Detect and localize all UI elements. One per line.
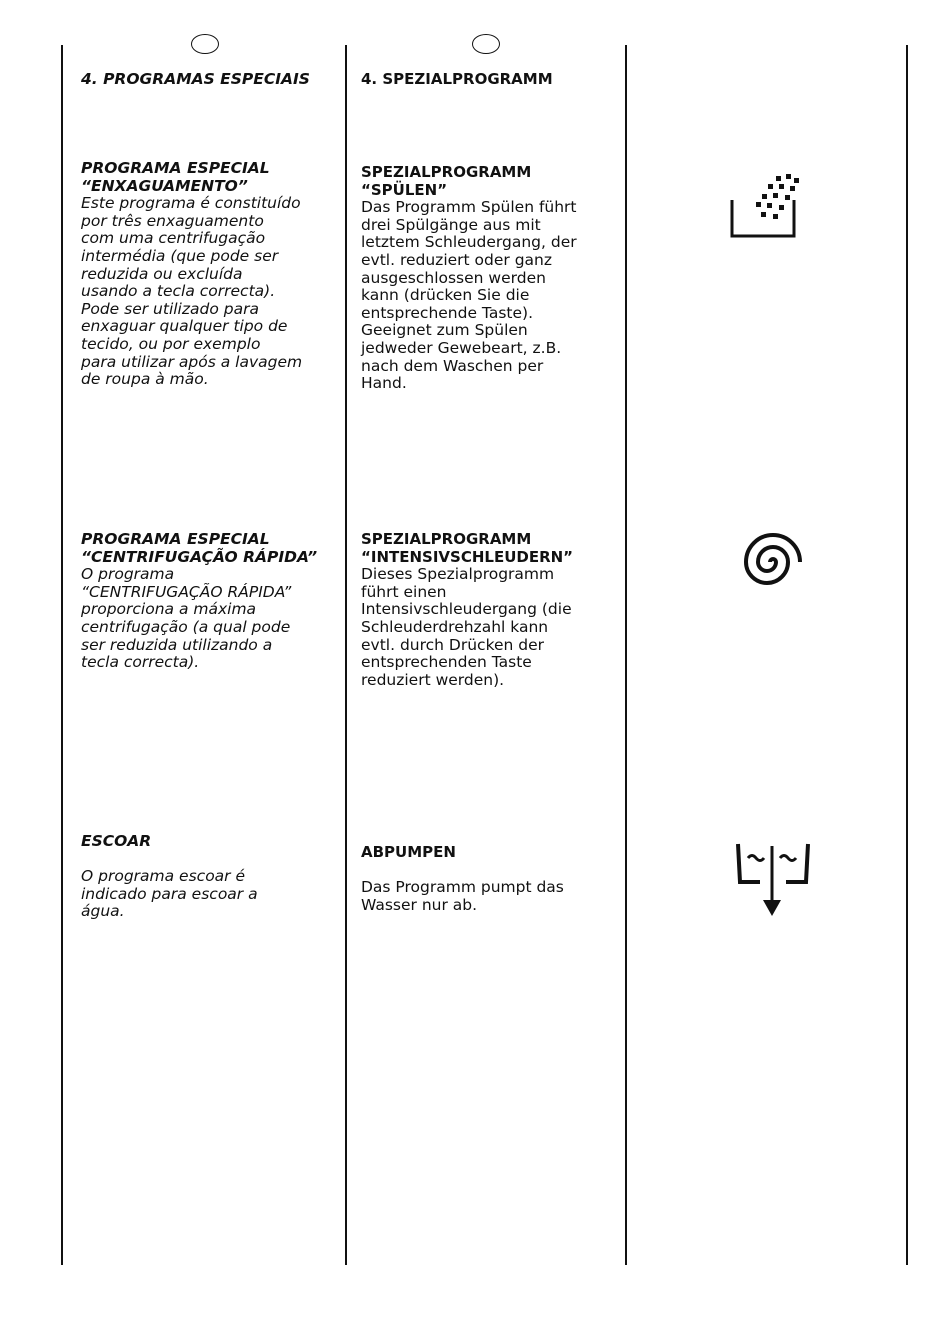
drain-body-de: Das Programm pumpt das Wasser nur ab. — [361, 878, 564, 914]
drain-body-pt: O programa escoar é indicado para escoar a água. — [81, 867, 258, 921]
spin-body-de: Dieses Spezialprogramm führt einen Intensivschleudergang (die Schleuderdrehzahl kann evtl. durch Drücken der entsprechenden Taste reduziert werden). — [361, 565, 572, 689]
column-divider-middle — [345, 45, 347, 1265]
column-divider-outer — [906, 45, 908, 1265]
spin-icon — [740, 530, 806, 594]
drain-section-pt — [81, 833, 341, 921]
spin-section-de — [361, 531, 621, 689]
rinse-section-pt — [81, 160, 341, 389]
drain-section-de — [361, 844, 621, 914]
spin-heading-pt: PROGRAMA ESPECIAL “CENTRIFUGAÇÃO RÁPIDA” — [81, 530, 318, 566]
drain-heading-pt: ESCOAR — [81, 832, 152, 850]
rinse-icon — [724, 170, 806, 242]
language-marker-pt — [191, 34, 219, 54]
spin-heading-de: SPEZIALPROGRAMM “INTENSIVSCHLEUDERN” — [361, 530, 574, 566]
section-title-de: 4. SPEZIALPROGRAMM — [361, 70, 553, 88]
drain-icon — [734, 840, 812, 920]
rinse-heading-de: SPEZIALPROGRAMM “SPÜLEN” — [361, 163, 532, 199]
column-divider-left — [61, 45, 63, 1265]
spin-section-pt — [81, 531, 341, 672]
section-title-pt: 4. PROGRAMAS ESPECIAIS — [81, 70, 310, 88]
rinse-body-pt: Este programa é constituído por três enxaguamento com uma centrifugação intermédia (que pode ser reduzida ou excluída usando a tecla correcta). Pode ser utilizado para enxaguar qualquer tipo de tecido, ou por exemplo para utilizar após a lavagem de roupa à mão. — [81, 194, 303, 389]
column-divider-right — [625, 45, 627, 1265]
rinse-body-de: Das Programm Spülen führt drei Spülgänge aus mit letztem Schleudergang, der evtl. reduziert oder ganz ausgeschlossen werden kann (drücken Sie die entsprechende Taste). Geeignet zum Spülen jedweder Gewebeart, z.B. nach dem Waschen per Hand. — [361, 198, 577, 393]
spin-body-pt: O programa “CENTRIFUGAÇÃO RÁPIDA” proporciona a máxima centrifugação (a qual pode ser reduzida utilizando a tecla correcta). — [81, 565, 292, 672]
language-marker-de — [472, 34, 500, 54]
rinse-heading-pt: PROGRAMA ESPECIAL “ENXAGUAMENTO” — [81, 159, 270, 195]
drain-heading-de: ABPUMPEN — [361, 843, 456, 861]
rinse-section-de — [361, 164, 621, 393]
